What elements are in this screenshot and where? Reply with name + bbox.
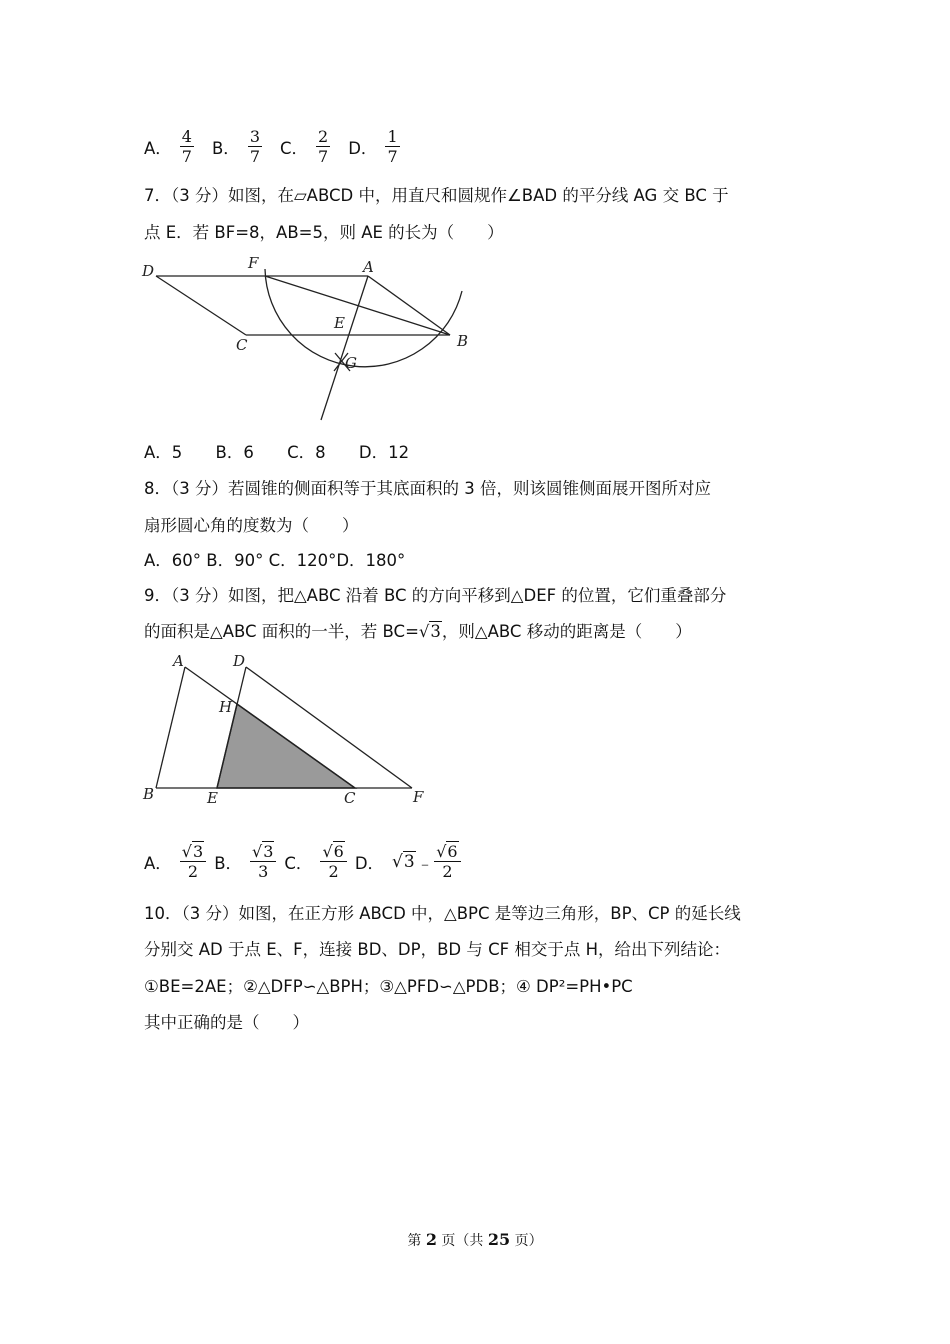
radicand: 3 — [430, 622, 441, 641]
numerator: √6 — [434, 843, 460, 862]
q6-option-d-letter: D． — [348, 138, 378, 158]
q6-option-b-letter: B． — [211, 138, 240, 158]
q9-option-c-letter: C． — [284, 853, 313, 873]
q10-line2: 分别交 AD 于点 E、F，连接 BD、DP，BD 与 CF 相交于点 H，给出下列结论： — [144, 940, 730, 959]
q9-line1: 9．（3 分）如图，把△ABC 沿着 BC 的方向平移到△DEF 的位置，它们重叠部分 — [144, 586, 727, 605]
numerator: √3 — [180, 843, 206, 862]
q9-options — [144, 843, 479, 880]
page-number: 2 — [425, 1230, 437, 1249]
q7-line1: 7．（3 分）如图，在▱ABCD 中，用直尺和圆规作∠BAD 的平分线 AG 交 BC 于 — [144, 186, 729, 205]
q6-option-a-letter: A． — [144, 138, 172, 158]
q9-line2-post: ，则△ABC 移动的距离是（ ） — [441, 622, 692, 641]
numerator: 4 — [181, 127, 192, 146]
q10-line4: 其中正确的是（ ） — [144, 1013, 309, 1032]
minus-sign: ﹣ — [416, 853, 434, 873]
radicand: 6 — [333, 842, 344, 861]
denominator: 7 — [387, 147, 398, 166]
label-D: D — [233, 652, 246, 670]
footer-mid: 页（共 — [436, 1233, 488, 1249]
q7-option-d: D．12 — [358, 443, 410, 462]
q9-option-b-fraction — [250, 843, 276, 880]
q7-option-b: B．6 — [215, 443, 254, 462]
label-E: E — [334, 314, 345, 332]
label-F: F — [413, 788, 424, 806]
q7-options — [144, 443, 437, 463]
label-H: H — [219, 698, 233, 716]
denominator: 2 — [328, 862, 339, 881]
q7-figure — [140, 255, 480, 425]
label-C: C — [236, 336, 248, 354]
segment-DC — [156, 276, 246, 335]
page-footer — [0, 1230, 950, 1250]
segment-FB — [265, 276, 450, 335]
q9-option-c-fraction — [320, 843, 346, 880]
sqrt-symbol: √3 — [418, 622, 441, 641]
arc-from-A — [265, 269, 462, 367]
ray-AG — [321, 276, 368, 420]
q6-options — [144, 128, 418, 165]
q9-line2 — [144, 622, 692, 642]
segment-AB — [156, 667, 185, 788]
q6-option-c-fraction — [316, 128, 330, 165]
denominator: 2 — [442, 862, 453, 881]
q7-option-c: C．8 — [287, 443, 326, 462]
q9-option-a-fraction — [180, 843, 206, 880]
q9-option-d-fraction — [434, 843, 460, 880]
denominator: 3 — [258, 862, 269, 881]
denominator: 2 — [187, 862, 199, 881]
label-B: B — [457, 332, 469, 350]
q6-option-d-fraction — [385, 128, 399, 165]
label-B: B — [143, 785, 155, 803]
denominator: 7 — [318, 147, 329, 166]
numerator: 2 — [318, 127, 329, 146]
q9-option-b-letter: B． — [214, 853, 243, 873]
numerator: 1 — [387, 127, 398, 146]
q6-option-a-fraction — [180, 128, 194, 165]
footer-post: 页） — [510, 1233, 543, 1249]
q7-line2: 点 E．若 BF=8，AB=5，则 AE 的长为（ ） — [144, 223, 504, 242]
q8-line2: 扇形圆心角的度数为（ ） — [144, 516, 359, 535]
label-D: D — [142, 262, 155, 280]
radicand: 3 — [263, 842, 274, 861]
q6-option-c-letter: C． — [280, 138, 309, 158]
numerator: √3 — [250, 843, 276, 862]
q10-line3: ①BE=2AE；②△DFP∽△BPH；③△PFD∽△PDB；④ DP²=PH•PC — [144, 977, 633, 996]
footer-pre: 第 — [407, 1233, 426, 1249]
radicand: 6 — [447, 842, 458, 861]
label-A: A — [363, 258, 374, 276]
label-G: G — [345, 354, 357, 372]
label-C: C — [344, 789, 356, 807]
total-pages: 25 — [487, 1230, 511, 1249]
q10-line1: 10．（3 分）如图，在正方形 ABCD 中，△BPC 是等边三角形，BP、CP 的延长线 — [144, 904, 741, 923]
q9-option-d-lead-sqrt: √3 — [392, 851, 415, 872]
radicand: 3 — [193, 842, 204, 861]
radicand: 3 — [403, 851, 415, 872]
denominator: 7 — [249, 147, 260, 166]
numerator: √6 — [320, 843, 346, 862]
overlap-triangle-shaded — [217, 704, 355, 788]
q8-options: A．60° B．90° C．120°D．180° — [144, 551, 406, 570]
label-F: F — [248, 255, 259, 272]
q6-option-b-fraction — [248, 128, 262, 165]
q7-option-a: A．5 — [144, 443, 183, 462]
q9-option-a-letter: A． — [144, 853, 172, 873]
q9-line2-pre: 的面积是△ABC 面积的一半，若 BC= — [144, 622, 419, 641]
numerator: 3 — [249, 127, 260, 146]
q8-line1: 8．（3 分）若圆锥的侧面积等于其底面积的 3 倍，则该圆锥侧面展开图所对应 — [144, 479, 711, 498]
q9-option-d-letter: D． — [354, 853, 385, 873]
segment-AB — [368, 276, 450, 335]
label-A: A — [173, 652, 184, 670]
denominator: 7 — [181, 147, 192, 166]
label-E: E — [207, 789, 218, 807]
q9-figure — [140, 652, 440, 812]
